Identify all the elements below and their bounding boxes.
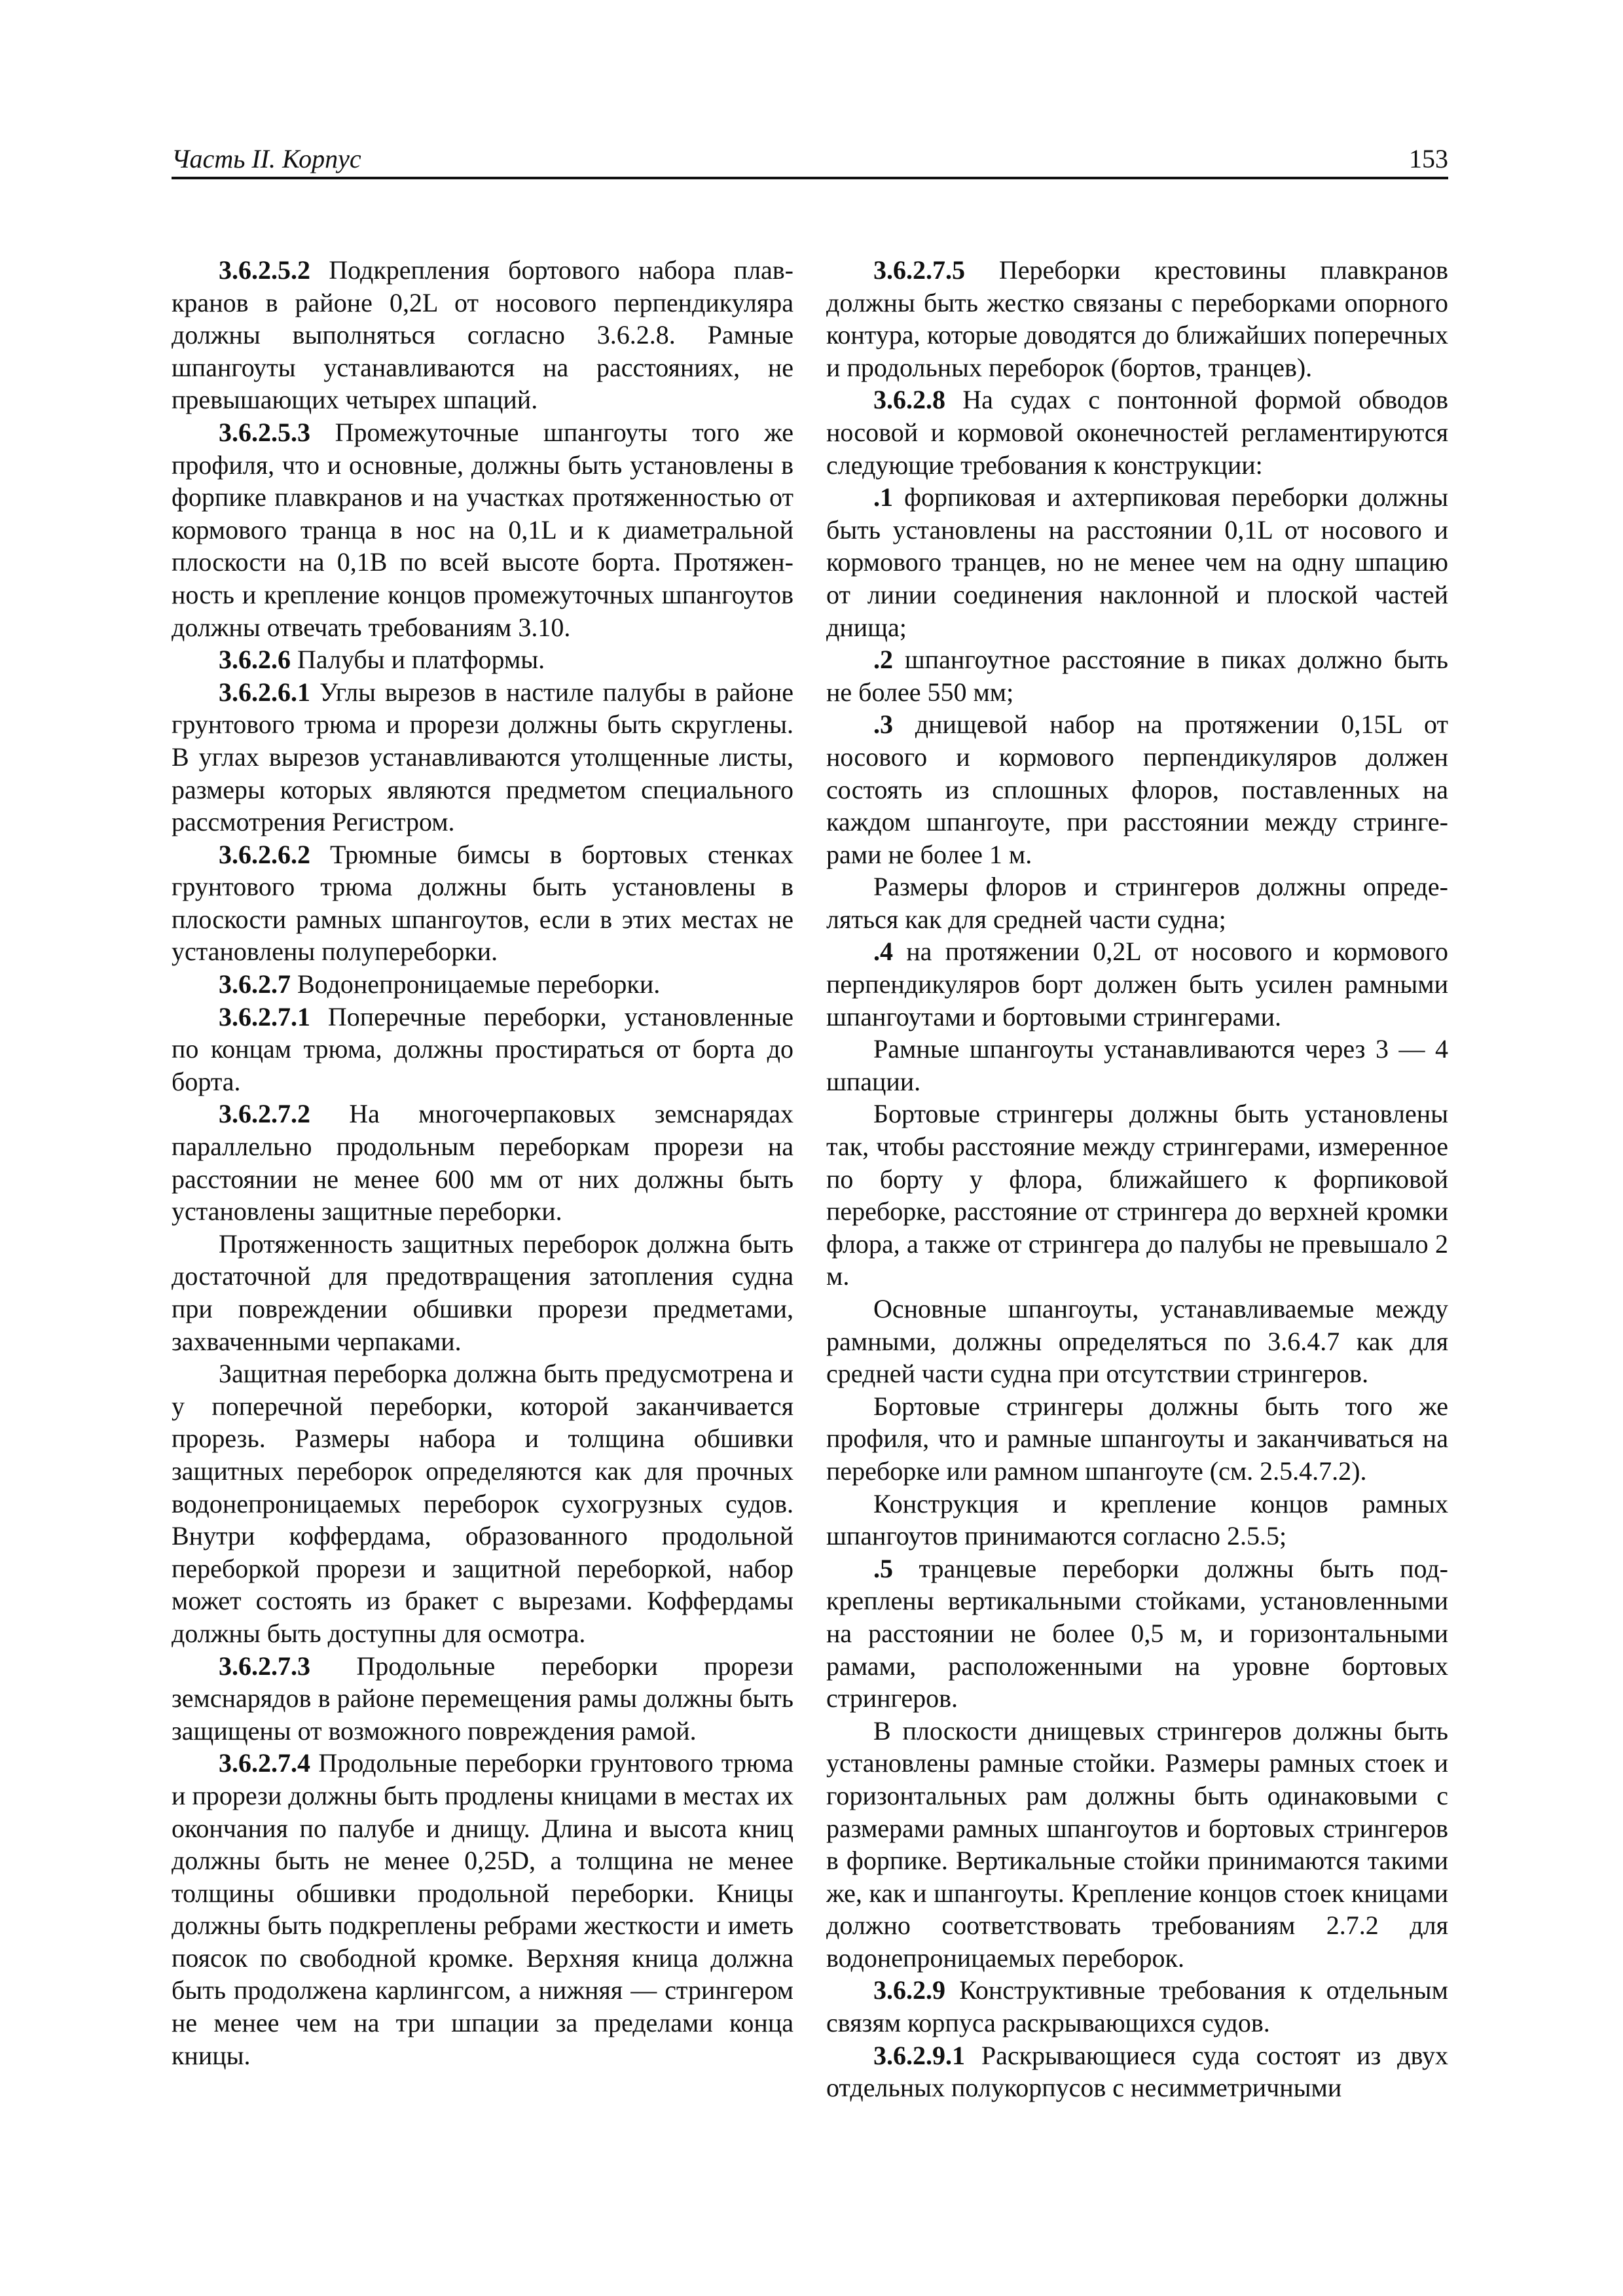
clause-number: 3.6.2.9.1 <box>873 2040 965 2070</box>
right-column <box>826 254 1448 2104</box>
clause-number: 3.6.2.7.3 <box>219 1651 310 1681</box>
paragraph <box>826 643 1448 708</box>
paragraph-text: Бортовые стрингеры должны быть того же профиля, что и рамные шпангоуты и заканчиваться на переборке или рамном шпангоуте (см. 2.5.4.7.2). <box>826 1391 1448 1486</box>
paragraph <box>826 708 1448 870</box>
paragraph <box>826 935 1448 1033</box>
running-header <box>172 143 1448 179</box>
paragraph-text: На судах с понтонной формой обводов носовой и кормовой оконечностей регламентируются следующие требования к конструкции: <box>826 385 1448 480</box>
clause-number: 3.6.2.7.5 <box>873 255 965 285</box>
paragraph-text: транцевые переборки должны быть подкреплены вертикальными стойками, установленными на расстоянии не более 0,5 м, и горизонтальными рамами, расположенными на уровне бортовых стрингеров. <box>826 1553 1448 1713</box>
paragraph <box>826 1390 1448 1488</box>
paragraph <box>172 676 793 838</box>
clause-number: 3.6.2.7.2 <box>219 1099 310 1129</box>
header-title: Часть II. Корпус <box>172 144 361 173</box>
paragraph-text: шпангоутное расстояние в пиках должно быть не более 550 мм; <box>826 645 1448 707</box>
paragraph <box>172 1001 793 1098</box>
paragraph-text: Подкрепления бортового набора плавкранов в районе 0,2L от носового перпендикуляра должны выполняться согласно 3.6.2.8. Рамные шпангоуты устанавливаются на расстояниях, не превышающих четырех шпаций. <box>172 255 793 415</box>
paragraph <box>172 1098 793 1227</box>
paragraph-text: Конструкция и крепление концов рамных шпангоутов принимаются согласно 2.5.5; <box>826 1488 1448 1551</box>
paragraph <box>826 1488 1448 1552</box>
paragraph <box>826 1293 1448 1390</box>
paragraph-text: днищевой набор на протяжении 0,15L от носового и кормового перпендикуляров должен состоять из сплошных флоров, поставленных на каждом шпангоуте, при расстоянии между стрингерами не более 1 м. <box>826 709 1448 869</box>
paragraph-text: Протяженность защитных переборок должна быть достаточной для предотвращения затопления судна при повреждении обшивки прорези предметами, захваченными черпаками. <box>172 1229 793 1356</box>
paragraph <box>172 838 793 968</box>
clause-number: 3.6.2.5.2 <box>219 255 310 285</box>
header-rule <box>172 177 1448 179</box>
clause-number: 3.6.2.5.3 <box>219 417 310 447</box>
paragraph-text: Продольные переборки грунтового трюма и прорези должны быть продлены кницами в местах их окончания по палубе и днищу. Длина и высота книц должны быть не менее 0,25D, а толщина не менее толщины обшивки продольной переборки. Кницы должны быть подкреплены ребрами жесткости и иметь поясок по свободной кромке. Верхняя кница должна быть продолжена карлингсом, а нижняя — стрингером не менее чем на три шпации за пределами конца кницы. <box>172 1748 793 2070</box>
paragraph <box>172 968 793 1001</box>
clause-number: 3.6.2.7.4 <box>219 1748 310 1778</box>
paragraph-text: Водонепроницаемые переборки. <box>291 969 661 999</box>
paragraph <box>172 1747 793 2072</box>
paragraph-text: форпиковая и ахтерпиковая переборки должны быть установлены на расстоянии 0,1L от носового и кормового транцев, но не менее чем на одну шпацию от линии соединения наклонной и плоской частей днища; <box>826 482 1448 642</box>
clause-number: .3 <box>873 709 893 740</box>
clause-number: .2 <box>873 645 893 675</box>
paragraph-text: Раскрывающиеся суда состоят из двух отдельных полукорпусов с несимметричными <box>826 2040 1448 2103</box>
paragraph-text: Поперечные переборки, установленные по концам трюма, должны простираться от борта до борта. <box>172 1001 793 1096</box>
clause-number: 3.6.2.6 <box>219 645 291 675</box>
page-number: 153 <box>1409 144 1448 173</box>
paragraph-text: На многочерпаковых земснарядах параллельно продольным переборкам прорези на расстоянии не менее 600 мм от них должны быть установлены защитные переборки. <box>172 1099 793 1227</box>
paragraph-text: Продольные переборки прорези земснарядов в районе перемещения рамы должны быть защищены от возможного повреждения рамой. <box>172 1651 793 1746</box>
paragraph-text: на протяжении 0,2L от носового и кормового перпендикуляров борт должен быть усилен рамными шпангоутами и бортовыми стрингерами. <box>826 937 1448 1031</box>
paragraph <box>826 1974 1448 2039</box>
left-column <box>172 254 793 2072</box>
paragraph-text: Размеры флоров и стрингеров должны определяться как для средней части судна; <box>826 872 1448 934</box>
clause-number: 3.6.2.7.1 <box>219 1001 310 1031</box>
paragraph <box>826 384 1448 481</box>
paragraph <box>826 254 1448 384</box>
paragraph <box>826 481 1448 643</box>
paragraph <box>172 1650 793 1748</box>
paragraph-text: В плоскости днищевых стрингеров должны быть установлены рамные стойки. Размеры рамных стоек и горизонтальных рам должны быть одинаковыми с размерами рамных шпангоутов и бортовых стрингеров в форпике. Вертикальные стойки принимаются такими же, как и шпангоуты. Крепление концов стоек кницами должно соответствовать требованиям 2.7.2 для водонепроницаемых переборок. <box>826 1715 1448 1973</box>
paragraph-text: Рамные шпангоуты устанавливаются через 3 — 4 шпации. <box>826 1034 1448 1096</box>
paragraph-text: Палубы и платформы. <box>291 645 545 675</box>
paragraph <box>826 1552 1448 1715</box>
paragraph-text: Защитная переборка должна быть предусмотрена и у поперечной переборки, которой заканчивается прорезь. Размеры набора и толщина обшивки защитных переборок определяются как для прочных водонепроницаемых переборок сухогрузных судов. Внутри коффердама, образованного продольной переборкой прорези и защитной переборкой, набор может состоять из бракет с вырезами. Коффердамы должны быть доступны для осмотра. <box>172 1359 793 1648</box>
clause-number: 3.6.2.7 <box>219 969 291 999</box>
clause-number: .5 <box>873 1553 893 1583</box>
paragraph <box>826 1098 1448 1293</box>
clause-number: 3.6.2.9 <box>873 1975 945 2005</box>
paragraph-text: Промежуточные шпангоуты того же профиля, что и основные, должны быть установлены в форпике плавкранов и на участках протяженностью от кормового транца в нос на 0,1L и к диаметральной плоскости на 0,1B по всей высоте борта. Протяженность и крепление концов промежуточных шпангоутов должны отвечать требованиям 3.10. <box>172 417 793 642</box>
paragraph-text: Основные шпангоуты, устанавливаемые между рамными, должны определяться по 3.6.4.7 как для средней части судна при отсутствии стрингеров. <box>826 1294 1448 1389</box>
clause-number: 3.6.2.6.1 <box>219 677 310 707</box>
paragraph-text: Бортовые стрингеры должны быть установлены так, чтобы расстояние между стрингерами, измеренное по борту у флора, ближайшего к форпиковой переборке, расстояние от стрингера до верхней кромки флора, а также от стрингера до палубы не превышало 2 м. <box>826 1099 1448 1291</box>
clause-number: .1 <box>873 482 893 512</box>
paragraph-text: Конструктивные требования к отдельным связям корпуса раскрывающихся судов. <box>826 1975 1448 2038</box>
paragraph <box>826 870 1448 935</box>
paragraph <box>172 254 793 416</box>
paragraph <box>172 1228 793 1357</box>
paragraph <box>826 1715 1448 1975</box>
paragraph <box>826 2039 1448 2104</box>
clause-number: 3.6.2.6.2 <box>219 839 310 869</box>
paragraph-text: Трюмные бимсы в бортовых стенках грунтового трюма должны быть установлены в плоскости рамных шпангоутов, если в этих местах не установлены полупереборки. <box>172 839 793 967</box>
paragraph-text: Переборки крестовины плавкранов должны быть жестко связаны с переборками опорного контура, которые доводятся до ближайших поперечных и продольных переборок (бортов, транцев). <box>826 255 1448 382</box>
paragraph <box>172 1357 793 1649</box>
paragraph <box>826 1033 1448 1098</box>
paragraph <box>172 643 793 676</box>
clause-number: .4 <box>873 937 893 967</box>
paragraph-text: Углы вырезов в настиле палубы в районе грунтового трюма и прорези должны быть скруглены. В углах вырезов устанавливаются утолщенные листы, размеры которых являются предметом специального рассмотрения Регистром. <box>172 677 793 837</box>
clause-number: 3.6.2.8 <box>873 385 945 415</box>
paragraph <box>172 416 793 643</box>
